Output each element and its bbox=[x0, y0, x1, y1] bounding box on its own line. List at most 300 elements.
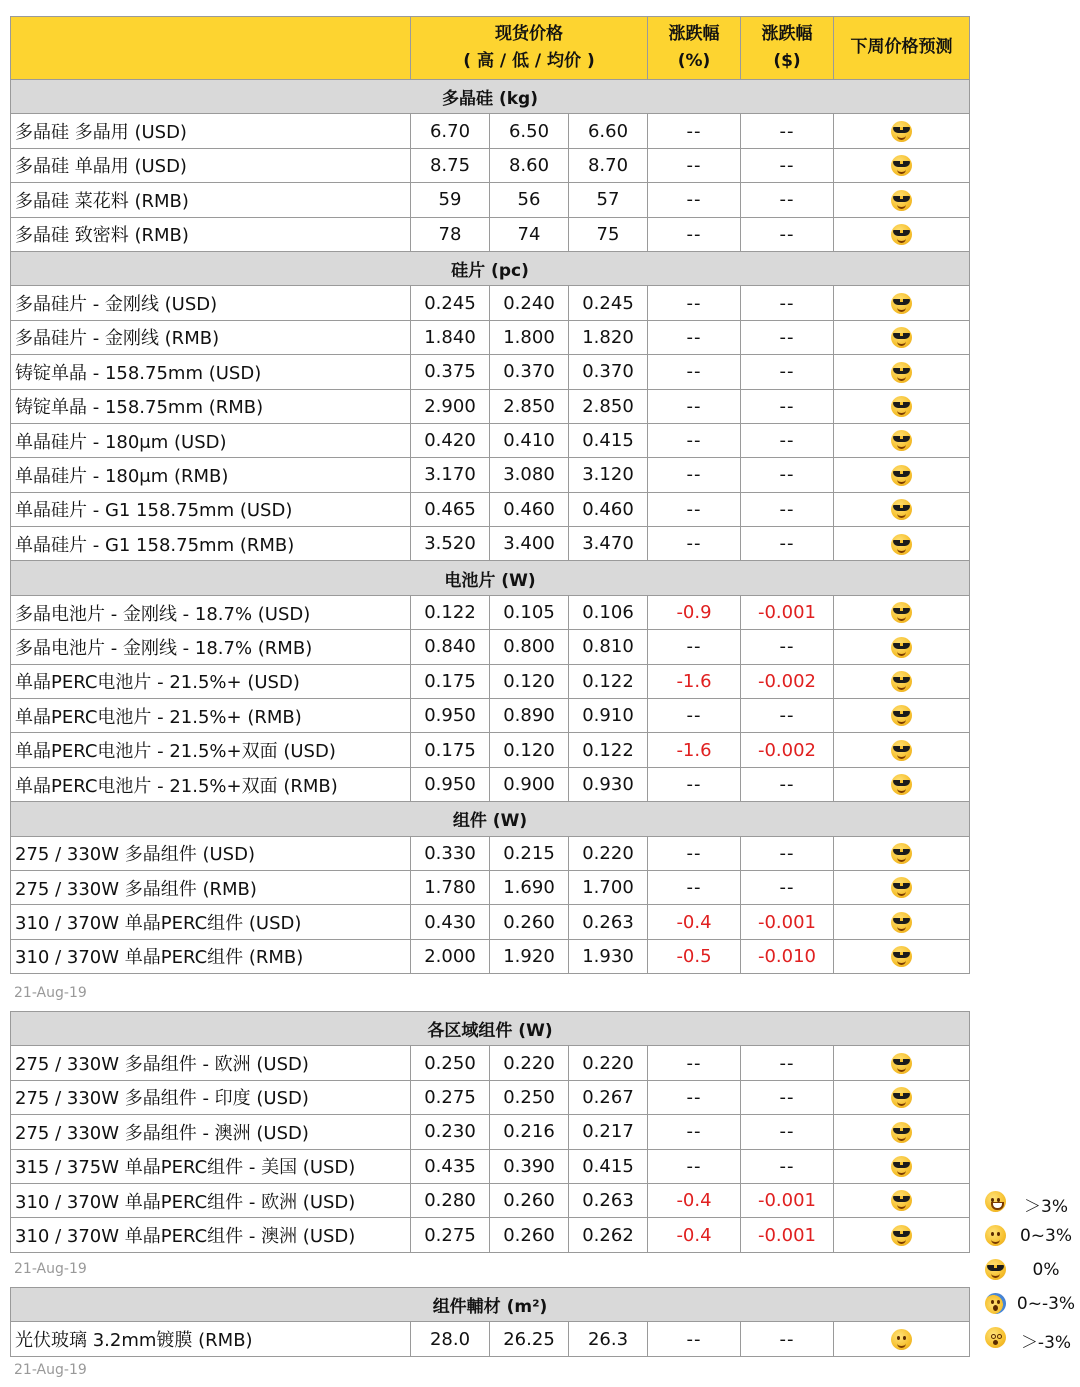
change-usd: -- bbox=[741, 183, 834, 217]
sunglasses-icon bbox=[891, 1053, 912, 1074]
table-row bbox=[11, 458, 970, 492]
forecast-cell bbox=[834, 148, 970, 182]
table-row bbox=[11, 492, 970, 526]
product-name: 310 / 370W 单晶PERC组件 (RMB) bbox=[11, 939, 411, 973]
product-name: 310 / 370W 单晶PERC组件 - 澳洲 (USD) bbox=[11, 1218, 411, 1252]
table-row bbox=[11, 664, 970, 698]
legend-label: 0~-3% bbox=[1016, 1294, 1076, 1314]
sunglasses-icon bbox=[891, 774, 912, 795]
change-pct: -0.5 bbox=[648, 939, 741, 973]
sunglasses-icon bbox=[891, 499, 912, 520]
table2-date: 21-Aug-19 bbox=[14, 1261, 87, 1277]
change-pct: -- bbox=[648, 114, 741, 148]
price-avg: 0.106 bbox=[569, 595, 648, 629]
header-blank bbox=[11, 17, 411, 80]
price-high: 0.950 bbox=[411, 699, 490, 733]
price-high: 59 bbox=[411, 183, 490, 217]
section-header-row bbox=[11, 1288, 970, 1322]
legend-item bbox=[983, 1190, 1080, 1217]
section-title: 组件輔材 (m²) bbox=[11, 1288, 970, 1322]
price-low: 1.920 bbox=[490, 939, 569, 973]
product-name: 多晶硅 致密料 (RMB) bbox=[11, 217, 411, 251]
table-header-row bbox=[11, 17, 970, 80]
product-name: 275 / 330W 多晶组件 (USD) bbox=[11, 836, 411, 870]
sunglasses-icon bbox=[891, 534, 912, 555]
price-low: 6.50 bbox=[490, 114, 569, 148]
price-low: 8.60 bbox=[490, 148, 569, 182]
price-high: 0.330 bbox=[411, 836, 490, 870]
price-low: 56 bbox=[490, 183, 569, 217]
section-header-row bbox=[11, 80, 970, 114]
header-spot-price-line1: 现货价格 bbox=[495, 23, 563, 44]
forecast-cell bbox=[834, 1046, 970, 1080]
sunglasses-icon bbox=[891, 1122, 912, 1143]
forecast-cell bbox=[834, 1322, 970, 1356]
price-low: 0.900 bbox=[490, 767, 569, 801]
change-pct: -- bbox=[648, 1046, 741, 1080]
price-avg: 0.263 bbox=[569, 1183, 648, 1217]
change-usd: -- bbox=[741, 217, 834, 251]
product-name: 铸锭单晶 - 158.75mm (RMB) bbox=[11, 389, 411, 423]
price-avg: 6.60 bbox=[569, 114, 648, 148]
product-name: 单晶硅片 - 180μm (USD) bbox=[11, 423, 411, 457]
change-pct: -- bbox=[648, 1080, 741, 1114]
price-avg: 0.262 bbox=[569, 1218, 648, 1252]
sunglasses-icon bbox=[891, 1225, 912, 1246]
table-row bbox=[11, 1046, 970, 1080]
table-row bbox=[11, 1080, 970, 1114]
forecast-cell bbox=[834, 1115, 970, 1149]
section-title: 电池片 (W) bbox=[11, 561, 970, 595]
price-avg: 57 bbox=[569, 183, 648, 217]
price-high: 8.75 bbox=[411, 148, 490, 182]
sunglasses-icon bbox=[891, 155, 912, 176]
price-low: 1.690 bbox=[490, 870, 569, 904]
dizzy-icon bbox=[985, 1327, 1006, 1348]
sunglasses-icon bbox=[891, 396, 912, 417]
forecast-cell bbox=[834, 595, 970, 629]
price-high: 0.420 bbox=[411, 423, 490, 457]
price-avg: 26.3 bbox=[569, 1322, 648, 1356]
forecast-cell bbox=[834, 733, 970, 767]
price-avg: 0.810 bbox=[569, 630, 648, 664]
header-change-pct bbox=[648, 17, 741, 80]
sunglasses-icon bbox=[985, 1259, 1006, 1280]
price-low: 0.800 bbox=[490, 630, 569, 664]
price-avg: 0.122 bbox=[569, 733, 648, 767]
sunglasses-icon bbox=[891, 327, 912, 348]
scream-icon bbox=[985, 1293, 1006, 1314]
table-row bbox=[11, 148, 970, 182]
price-avg: 0.415 bbox=[569, 1149, 648, 1183]
product-name: 光伏玻璃 3.2mm镀膜 (RMB) bbox=[11, 1322, 411, 1356]
change-usd: -- bbox=[741, 492, 834, 526]
price-high: 6.70 bbox=[411, 114, 490, 148]
header-change-usd bbox=[741, 17, 834, 80]
forecast-cell bbox=[834, 355, 970, 389]
price-high: 0.840 bbox=[411, 630, 490, 664]
forecast-cell bbox=[834, 1080, 970, 1114]
sunglasses-icon bbox=[891, 293, 912, 314]
sunglasses-icon bbox=[891, 362, 912, 383]
change-usd: -- bbox=[741, 1115, 834, 1149]
sunglasses-icon bbox=[891, 224, 912, 245]
table-row bbox=[11, 595, 970, 629]
header-change-usd-line1: 涨跌幅 bbox=[761, 23, 813, 44]
change-pct: -- bbox=[648, 767, 741, 801]
price-avg: 0.263 bbox=[569, 905, 648, 939]
change-usd: -- bbox=[741, 1080, 834, 1114]
price-avg: 1.820 bbox=[569, 320, 648, 354]
change-usd: -- bbox=[741, 836, 834, 870]
price-low: 0.260 bbox=[490, 905, 569, 939]
price-low: 0.216 bbox=[490, 1115, 569, 1149]
smile-icon bbox=[985, 1225, 1006, 1246]
change-pct: -- bbox=[648, 870, 741, 904]
price-low: 0.390 bbox=[490, 1149, 569, 1183]
table-row bbox=[11, 423, 970, 457]
change-pct: -- bbox=[648, 148, 741, 182]
header-change-pct-line1: 涨跌幅 bbox=[668, 23, 720, 44]
table3-date: 21-Aug-19 bbox=[14, 1362, 87, 1378]
product-name: 铸锭单晶 - 158.75mm (USD) bbox=[11, 355, 411, 389]
change-pct: -- bbox=[648, 217, 741, 251]
price-low: 1.800 bbox=[490, 320, 569, 354]
price-low: 0.120 bbox=[490, 733, 569, 767]
price-high: 0.275 bbox=[411, 1218, 490, 1252]
price-table-materials bbox=[10, 1287, 970, 1357]
product-name: 310 / 370W 单晶PERC组件 - 欧洲 (USD) bbox=[11, 1183, 411, 1217]
price-high: 2.900 bbox=[411, 389, 490, 423]
change-pct: -- bbox=[648, 320, 741, 354]
table-row bbox=[11, 733, 970, 767]
table1-date: 21-Aug-19 bbox=[14, 985, 87, 1001]
section-header-row bbox=[11, 1012, 970, 1046]
table-row bbox=[11, 286, 970, 320]
forecast-cell bbox=[834, 492, 970, 526]
change-usd: -- bbox=[741, 458, 834, 492]
price-low: 0.460 bbox=[490, 492, 569, 526]
header-change-pct-line2: (%) bbox=[677, 51, 711, 71]
price-low: 0.260 bbox=[490, 1218, 569, 1252]
header-change-usd-line2: ($) bbox=[773, 51, 801, 71]
change-pct: -0.4 bbox=[648, 905, 741, 939]
price-avg: 0.220 bbox=[569, 836, 648, 870]
sunglasses-icon bbox=[891, 190, 912, 211]
price-low: 0.220 bbox=[490, 1046, 569, 1080]
price-high: 3.520 bbox=[411, 527, 490, 561]
change-usd: -0.002 bbox=[741, 733, 834, 767]
table-row bbox=[11, 1322, 970, 1356]
change-usd: -- bbox=[741, 630, 834, 664]
section-title: 各区域组件 (W) bbox=[11, 1012, 970, 1046]
price-high: 0.175 bbox=[411, 733, 490, 767]
product-name: 多晶硅片 - 金刚线 (USD) bbox=[11, 286, 411, 320]
change-usd: -- bbox=[741, 1322, 834, 1356]
table-row bbox=[11, 836, 970, 870]
price-high: 0.950 bbox=[411, 767, 490, 801]
legend-label: 0% bbox=[1032, 1260, 1060, 1280]
price-avg: 0.930 bbox=[569, 767, 648, 801]
price-high: 3.170 bbox=[411, 458, 490, 492]
price-low: 0.105 bbox=[490, 595, 569, 629]
price-high: 0.375 bbox=[411, 355, 490, 389]
price-avg: 1.700 bbox=[569, 870, 648, 904]
product-name: 单晶PERC电池片 - 21.5%+ (RMB) bbox=[11, 699, 411, 733]
change-pct: -- bbox=[648, 630, 741, 664]
change-usd: -0.001 bbox=[741, 595, 834, 629]
table-row bbox=[11, 1149, 970, 1183]
price-low: 0.240 bbox=[490, 286, 569, 320]
product-name: 多晶电池片 - 金刚线 - 18.7% (USD) bbox=[11, 595, 411, 629]
sunglasses-icon bbox=[891, 1087, 912, 1108]
change-pct: -- bbox=[648, 527, 741, 561]
change-usd: -- bbox=[741, 114, 834, 148]
forecast-cell bbox=[834, 183, 970, 217]
forecast-cell bbox=[834, 630, 970, 664]
product-name: 315 / 375W 单晶PERC组件 - 美国 (USD) bbox=[11, 1149, 411, 1183]
price-high: 0.275 bbox=[411, 1080, 490, 1114]
forecast-cell bbox=[834, 664, 970, 698]
price-low: 0.250 bbox=[490, 1080, 569, 1114]
forecast-cell bbox=[834, 320, 970, 354]
sunglasses-icon bbox=[891, 465, 912, 486]
section-header-row bbox=[11, 251, 970, 285]
price-table-regional bbox=[10, 1011, 970, 1253]
price-avg: 0.217 bbox=[569, 1115, 648, 1149]
change-usd: -- bbox=[741, 389, 834, 423]
grin-icon bbox=[985, 1191, 1006, 1212]
price-high: 0.122 bbox=[411, 595, 490, 629]
product-name: 多晶硅 多晶用 (USD) bbox=[11, 114, 411, 148]
product-name: 多晶硅片 - 金刚线 (RMB) bbox=[11, 320, 411, 354]
section-title: 硅片 (pc) bbox=[11, 251, 970, 285]
forecast-cell bbox=[834, 286, 970, 320]
change-usd: -- bbox=[741, 870, 834, 904]
change-pct: -- bbox=[648, 1322, 741, 1356]
section-title: 多晶硅 (kg) bbox=[11, 80, 970, 114]
price-low: 0.890 bbox=[490, 699, 569, 733]
change-pct: -- bbox=[648, 1115, 741, 1149]
change-usd: -- bbox=[741, 699, 834, 733]
price-avg: 0.910 bbox=[569, 699, 648, 733]
forecast-cell bbox=[834, 939, 970, 973]
forecast-cell bbox=[834, 217, 970, 251]
product-name: 单晶硅片 - 180μm (RMB) bbox=[11, 458, 411, 492]
price-high: 0.465 bbox=[411, 492, 490, 526]
forecast-cell bbox=[834, 114, 970, 148]
price-low: 3.400 bbox=[490, 527, 569, 561]
price-avg: 3.470 bbox=[569, 527, 648, 561]
price-low: 0.215 bbox=[490, 836, 569, 870]
sunglasses-icon bbox=[891, 1190, 912, 1211]
sunglasses-icon bbox=[891, 946, 912, 967]
product-name: 单晶PERC电池片 - 21.5%+ (USD) bbox=[11, 664, 411, 698]
change-usd: -- bbox=[741, 286, 834, 320]
change-usd: -0.001 bbox=[741, 905, 834, 939]
product-name: 多晶电池片 - 金刚线 - 18.7% (RMB) bbox=[11, 630, 411, 664]
change-usd: -- bbox=[741, 148, 834, 182]
table-row bbox=[11, 527, 970, 561]
change-pct: -- bbox=[648, 1149, 741, 1183]
price-avg: 0.122 bbox=[569, 664, 648, 698]
change-usd: -- bbox=[741, 355, 834, 389]
legend-label: ＞-3% bbox=[1020, 1333, 1072, 1353]
sunglasses-icon bbox=[891, 705, 912, 726]
forecast-cell bbox=[834, 389, 970, 423]
change-usd: -- bbox=[741, 423, 834, 457]
price-avg: 0.245 bbox=[569, 286, 648, 320]
forecast-cell bbox=[834, 836, 970, 870]
forecast-cell bbox=[834, 1183, 970, 1217]
price-low: 0.120 bbox=[490, 664, 569, 698]
change-pct: -1.6 bbox=[648, 664, 741, 698]
price-low: 0.410 bbox=[490, 423, 569, 457]
legend-item bbox=[983, 1224, 1080, 1248]
table-row bbox=[11, 905, 970, 939]
product-name: 多晶硅 单晶用 (USD) bbox=[11, 148, 411, 182]
header-spot-price-line2: ( 高 / 低 / 均价 ) bbox=[463, 51, 595, 71]
legend-label: ＞3% bbox=[1024, 1197, 1068, 1217]
sunglasses-icon bbox=[891, 877, 912, 898]
table-row bbox=[11, 183, 970, 217]
price-avg: 0.370 bbox=[569, 355, 648, 389]
table-row bbox=[11, 630, 970, 664]
price-avg: 1.930 bbox=[569, 939, 648, 973]
table-row bbox=[11, 1183, 970, 1217]
section-header-row bbox=[11, 561, 970, 595]
change-pct: -- bbox=[648, 286, 741, 320]
sunglasses-icon bbox=[891, 1156, 912, 1177]
table-row bbox=[11, 355, 970, 389]
change-usd: -0.002 bbox=[741, 664, 834, 698]
price-high: 0.175 bbox=[411, 664, 490, 698]
price-table-main bbox=[10, 16, 970, 974]
price-avg: 8.70 bbox=[569, 148, 648, 182]
table-row bbox=[11, 320, 970, 354]
change-pct: -0.4 bbox=[648, 1183, 741, 1217]
price-high: 0.280 bbox=[411, 1183, 490, 1217]
sunglasses-icon bbox=[891, 671, 912, 692]
price-low: 0.260 bbox=[490, 1183, 569, 1217]
price-high: 0.250 bbox=[411, 1046, 490, 1080]
price-low: 74 bbox=[490, 217, 569, 251]
product-name: 275 / 330W 多晶组件 - 欧洲 (USD) bbox=[11, 1046, 411, 1080]
price-high: 28.0 bbox=[411, 1322, 490, 1356]
change-usd: -0.010 bbox=[741, 939, 834, 973]
change-usd: -- bbox=[741, 1149, 834, 1183]
product-name: 275 / 330W 多晶组件 - 印度 (USD) bbox=[11, 1080, 411, 1114]
table-row bbox=[11, 939, 970, 973]
change-pct: -- bbox=[648, 423, 741, 457]
sunglasses-icon bbox=[891, 121, 912, 142]
product-name: 275 / 330W 多晶组件 - 澳洲 (USD) bbox=[11, 1115, 411, 1149]
price-high: 78 bbox=[411, 217, 490, 251]
change-pct: -0.4 bbox=[648, 1218, 741, 1252]
price-low: 2.850 bbox=[490, 389, 569, 423]
price-high: 1.780 bbox=[411, 870, 490, 904]
product-name: 单晶PERC电池片 - 21.5%+双面 (USD) bbox=[11, 733, 411, 767]
price-high: 0.435 bbox=[411, 1149, 490, 1183]
change-pct: -- bbox=[648, 183, 741, 217]
price-avg: 2.850 bbox=[569, 389, 648, 423]
price-avg: 0.460 bbox=[569, 492, 648, 526]
price-avg: 75 bbox=[569, 217, 648, 251]
change-usd: -- bbox=[741, 767, 834, 801]
sunglasses-icon bbox=[891, 637, 912, 658]
forecast-cell bbox=[834, 870, 970, 904]
forecast-cell bbox=[834, 905, 970, 939]
price-avg: 3.120 bbox=[569, 458, 648, 492]
change-usd: -0.001 bbox=[741, 1218, 834, 1252]
legend-item bbox=[983, 1258, 1080, 1282]
header-spot-price bbox=[411, 17, 648, 80]
product-name: 多晶硅 菜花料 (RMB) bbox=[11, 183, 411, 217]
product-name: 单晶硅片 - G1 158.75mm (RMB) bbox=[11, 527, 411, 561]
price-low: 0.370 bbox=[490, 355, 569, 389]
table-row bbox=[11, 870, 970, 904]
table-row bbox=[11, 389, 970, 423]
change-pct: -- bbox=[648, 699, 741, 733]
price-high: 1.840 bbox=[411, 320, 490, 354]
sunglasses-icon bbox=[891, 740, 912, 761]
change-usd: -- bbox=[741, 320, 834, 354]
change-pct: -- bbox=[648, 492, 741, 526]
forecast-cell bbox=[834, 1149, 970, 1183]
table-row bbox=[11, 1115, 970, 1149]
change-pct: -1.6 bbox=[648, 733, 741, 767]
sunglasses-icon bbox=[891, 912, 912, 933]
price-high: 0.430 bbox=[411, 905, 490, 939]
price-high: 0.230 bbox=[411, 1115, 490, 1149]
legend-label: 0~3% bbox=[1019, 1226, 1073, 1246]
table-row bbox=[11, 767, 970, 801]
table-row bbox=[11, 1218, 970, 1252]
price-low: 26.25 bbox=[490, 1322, 569, 1356]
sunglasses-icon bbox=[891, 843, 912, 864]
price-avg: 0.267 bbox=[569, 1080, 648, 1114]
price-avg: 0.415 bbox=[569, 423, 648, 457]
forecast-cell bbox=[834, 458, 970, 492]
change-pct: -- bbox=[648, 836, 741, 870]
change-usd: -- bbox=[741, 1046, 834, 1080]
header-forecast: 下周价格预测 bbox=[834, 17, 970, 80]
price-high: 0.245 bbox=[411, 286, 490, 320]
price-avg: 0.220 bbox=[569, 1046, 648, 1080]
table-row bbox=[11, 699, 970, 733]
product-name: 275 / 330W 多晶组件 (RMB) bbox=[11, 870, 411, 904]
table-row bbox=[11, 217, 970, 251]
sunglasses-icon bbox=[891, 430, 912, 451]
product-name: 单晶硅片 - G1 158.75mm (USD) bbox=[11, 492, 411, 526]
product-name: 310 / 370W 单晶PERC组件 (USD) bbox=[11, 905, 411, 939]
legend-item bbox=[983, 1326, 1080, 1353]
price-low: 3.080 bbox=[490, 458, 569, 492]
forecast-cell bbox=[834, 423, 970, 457]
product-name: 单晶PERC电池片 - 21.5%+双面 (RMB) bbox=[11, 767, 411, 801]
forecast-cell bbox=[834, 699, 970, 733]
forecast-cell bbox=[834, 1218, 970, 1252]
forecast-cell bbox=[834, 767, 970, 801]
table-row bbox=[11, 114, 970, 148]
change-pct: -- bbox=[648, 355, 741, 389]
change-pct: -- bbox=[648, 389, 741, 423]
sunglasses-icon bbox=[891, 602, 912, 623]
smile-icon bbox=[891, 1329, 912, 1350]
price-high: 2.000 bbox=[411, 939, 490, 973]
change-usd: -0.001 bbox=[741, 1183, 834, 1217]
change-pct: -0.9 bbox=[648, 595, 741, 629]
